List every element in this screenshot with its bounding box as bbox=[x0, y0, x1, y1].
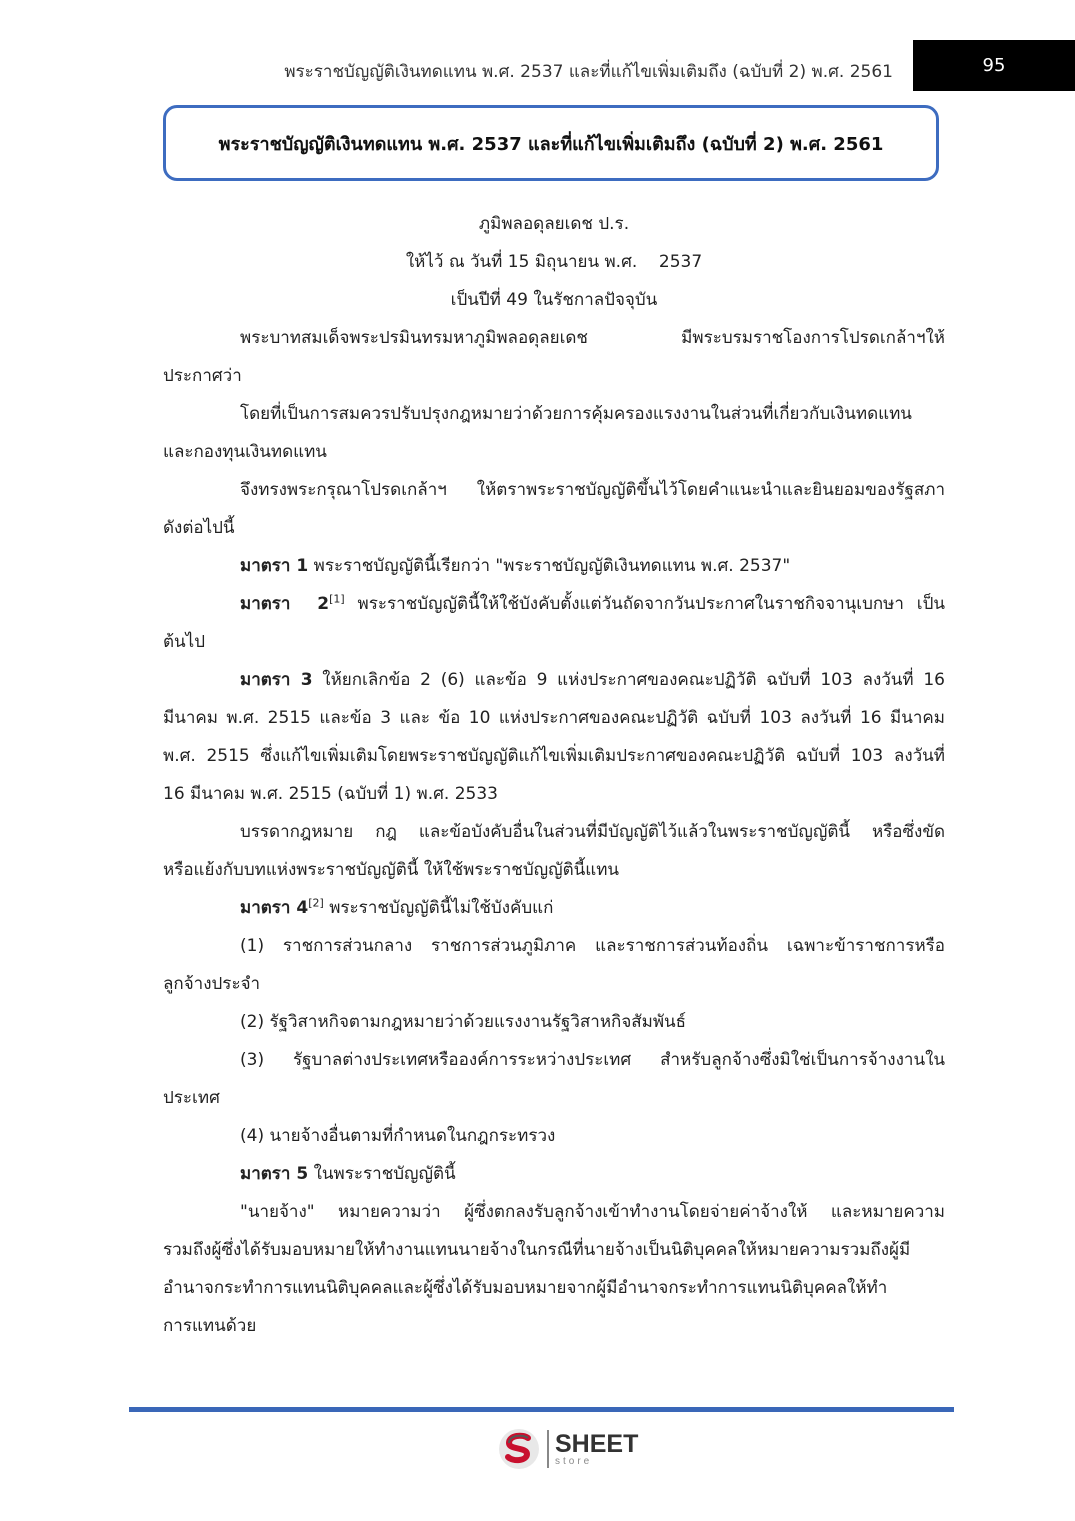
list-item: (3) รัฐบาลต่างประเทศหรือองค์การระหว่างประเทศ สำหรับลูกจ้างซึ่งมิใช่เป็นการจ้างงานใน bbox=[240, 1050, 945, 1070]
s-logo-icon bbox=[497, 1427, 541, 1471]
footnote-ref[interactable]: [1] bbox=[329, 592, 345, 606]
paragraph-line: 16 มีนาคม พ.ศ. 2515 (ฉบับที่ 1) พ.ศ. 2533 bbox=[163, 784, 498, 804]
section-label: มาตรา 3 bbox=[240, 670, 313, 690]
section-text: พระราชบัญญัตินี้ให้ใช้บังคับตั้งแต่วันถัดจากวันประกาศในราชกิจจานุเบกษา เป็น bbox=[344, 594, 945, 614]
list-item: (4) นายจ้างอื่นตามที่กำหนดในกฎกระทรวง bbox=[240, 1126, 556, 1146]
paragraph-line: มีนาคม พ.ศ. 2515 และข้อ 3 และ ข้อ 10 แห่งประกาศของคณะปฏิวัติ ฉบับที่ 103 ลงวันที่ 16 มีนาคม bbox=[163, 708, 945, 728]
section-2 bbox=[163, 585, 945, 623]
section-4 bbox=[163, 889, 945, 927]
paragraph-line: ดังต่อไปนี้ bbox=[163, 518, 235, 538]
document-title: พระราชบัญญัติเงินทดแทน พ.ศ. 2537 และที่แก้ไขเพิ่มเติมถึง (ฉบับที่ 2) พ.ศ. 2561 bbox=[218, 133, 884, 155]
list-item: (1) ราชการส่วนกลาง ราชการส่วนภูมิภาค และราชการส่วนท้องถิ่น เฉพาะข้าราชการหรือ bbox=[240, 936, 945, 956]
title-box bbox=[163, 105, 939, 181]
preamble-king: ภูมิพลอดุลยเดช ป.ร. bbox=[478, 214, 630, 234]
logo-sub: store bbox=[555, 1456, 593, 1467]
paragraph-line: ลูกจ้างประจำ bbox=[163, 974, 261, 994]
section-label: มาตรา 2 bbox=[240, 594, 330, 614]
section-text: ในพระราชบัญญัตินี้ bbox=[308, 1164, 456, 1184]
definition-line: อำนาจกระทำการแทนนิติบุคคลและผู้ซึ่งได้รับมอบหมายจากผู้มีอำนาจกระทำการแทนนิติบุคคลให้ทำ bbox=[163, 1278, 888, 1298]
page-number: 95 bbox=[913, 40, 1075, 91]
paragraph-line: ต้นไป bbox=[163, 632, 206, 652]
footnote-ref[interactable]: [2] bbox=[308, 896, 324, 910]
section-label: มาตรา 1 bbox=[240, 556, 309, 576]
paragraph-line: พระบาทสมเด็จพระปรมินทรมหาภูมิพลอดุลยเดช มีพระบรมราชโองการโปรดเกล้าฯให้ bbox=[240, 328, 945, 348]
paragraph-line: จึงทรงพระกรุณาโปรดเกล้าฯ ให้ตราพระราชบัญญัติขึ้นไว้โดยคำแนะนำและยินยอมของรัฐสภา bbox=[240, 480, 945, 500]
paragraph-line: โดยที่เป็นการสมควรปรับปรุงกฎหมายว่าด้วยการคุ้มครองแรงงานในส่วนที่เกี่ยวกับเงินทดแทน bbox=[240, 404, 912, 424]
definition-line: การแทนด้วย bbox=[163, 1316, 257, 1336]
logo-divider bbox=[547, 1430, 549, 1468]
paragraph-line: บรรดากฎหมาย กฎ และข้อบังคับอื่นในส่วนที่มีบัญญัติไว้แล้วในพระราชบัญญัตินี้ หรือซึ่งขัด bbox=[240, 822, 945, 842]
preamble-reign: เป็นปีที่ 49 ในรัชกาลปัจจุบัน bbox=[450, 290, 658, 310]
sheet-store-logo bbox=[497, 1427, 638, 1471]
section-label: มาตรา 5 bbox=[240, 1164, 309, 1184]
section-text: ให้ยกเลิกข้อ 2 (6) และข้อ 9 แห่งประกาศของคณะปฏิวัติ ฉบับที่ 103 ลงวันที่ 16 bbox=[312, 670, 945, 690]
footer-rule bbox=[129, 1407, 954, 1412]
section-label: มาตรา 4 bbox=[240, 898, 309, 918]
section-5 bbox=[163, 1155, 945, 1193]
logo-text bbox=[555, 1431, 638, 1467]
paragraph-line: พ.ศ. 2515 ซึ่งแก้ไขเพิ่มเติมโดยพระราชบัญญัติแก้ไขเพิ่มเติมประกาศของคณะปฏิวัติ ฉบับที่ 103 ลงวันที่ bbox=[163, 746, 945, 766]
definition-line: "นายจ้าง" หมายความว่า ผู้ซึ่งตกลงรับลูกจ้างเข้าทำงานโดยจ่ายค่าจ้างให้ และหมายความ bbox=[240, 1202, 945, 1222]
section-1 bbox=[163, 547, 945, 585]
paragraph-line: ประกาศว่า bbox=[163, 366, 242, 386]
definition-line: รวมถึงผู้ซึ่งได้รับมอบหมายให้ทำงานแทนนายจ้างในกรณีที่นายจ้างเป็นนิติบุคคลให้หมายความรวมถึงผู้มี bbox=[163, 1240, 911, 1260]
section-text: พระราชบัญญัตินี้ไม่ใช้บังคับแก่ bbox=[323, 898, 554, 918]
section-3 bbox=[163, 661, 945, 699]
logo-word: SHEET bbox=[555, 1430, 639, 1458]
document-body bbox=[163, 205, 945, 1345]
paragraph-line: ประเทศ bbox=[163, 1088, 220, 1108]
list-item: (2) รัฐวิสาหกิจตามกฎหมายว่าด้วยแรงงานรัฐวิสาหกิจสัมพันธ์ bbox=[240, 1012, 687, 1032]
preamble-given: ให้ไว้ ณ วันที่ 15 มิถุนายน พ.ศ. 2537 bbox=[405, 252, 703, 272]
paragraph-line: และกองทุนเงินทดแทน bbox=[163, 442, 327, 462]
running-header: พระราชบัญญัติเงินทดแทน พ.ศ. 2537 และที่แก้ไขเพิ่มเติมถึง (ฉบับที่ 2) พ.ศ. 2561 bbox=[284, 62, 893, 82]
paragraph-line: หรือแย้งกับบทแห่งพระราชบัญญัตินี้ ให้ใช้พระราชบัญญัตินี้แทน bbox=[163, 860, 620, 880]
section-text: พระราชบัญญัตินี้เรียกว่า "พระราชบัญญัติเงินทดแทน พ.ศ. 2537" bbox=[308, 556, 791, 576]
